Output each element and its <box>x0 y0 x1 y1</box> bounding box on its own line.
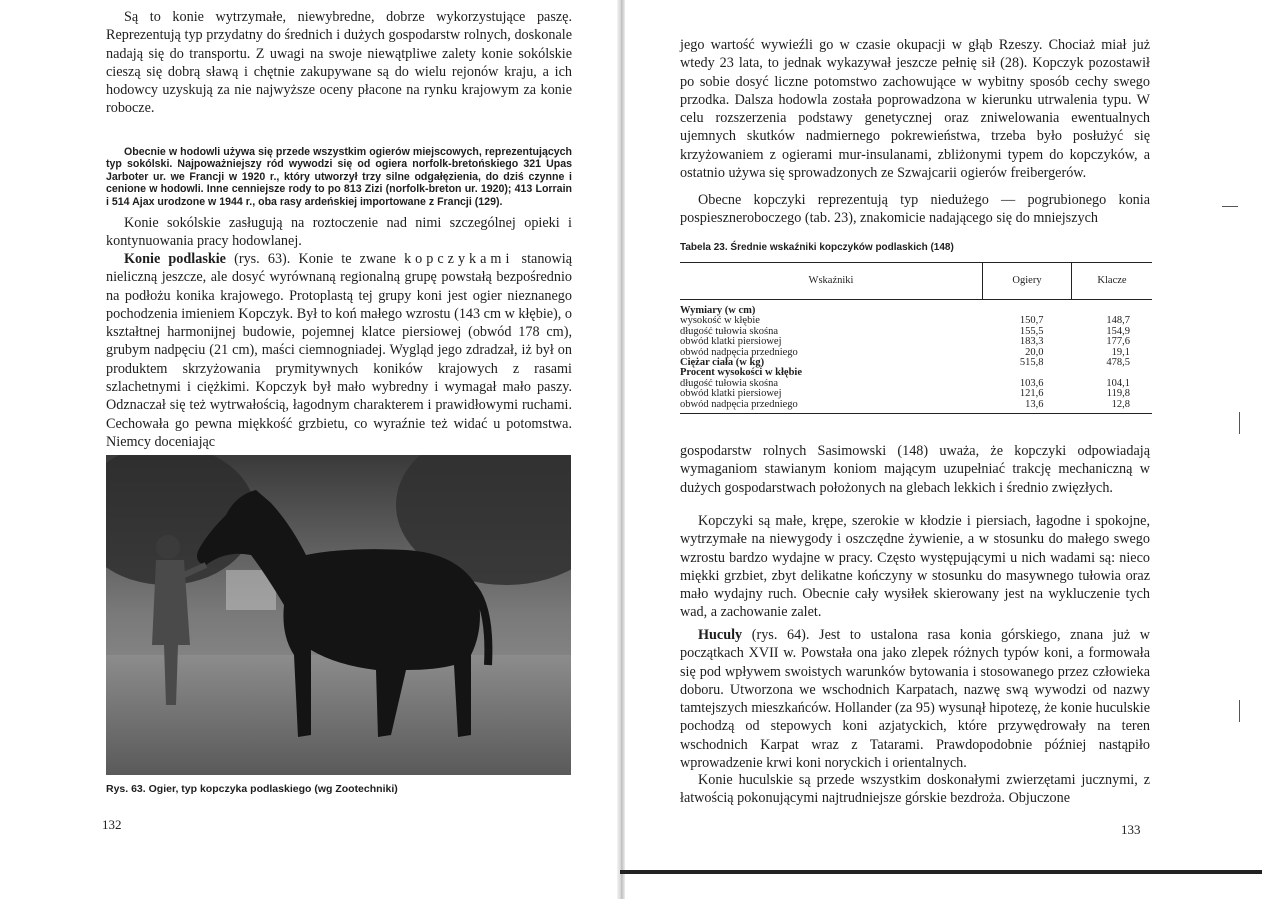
value-klacze: 104,1 <box>1106 377 1130 389</box>
paragraph-text: jego wartość wywieźli go w czasie okupacji w głąb Rzeszy. Chociaż miał już wtedy 23 lata, to jednak wykazywał jeszcze pełnię sił (28). Kopczyk pozostawił po sobie dosyć liczne potomstwo zachowujące w wybitny sposób cechy swego przodka. Dalsza hodowla została poprowadzona w kierunku utrwalenia typu. W celu rozszerzenia podstawy genetycznej oraz zniwelowania ewentualnych ujemnych skutków nadmiernego pokrewieństwa, trzeba było posłużyć się krzyżowaniem z ogierami mur-insulanami, zbliżonymi typem do kopczyków, a ostatnio używa się sprowadzonych ze Szwajcarii ogierów freibergerów. <box>680 37 1150 182</box>
text-fragment: (rys. 63). Konie te zwane <box>225 251 405 267</box>
table-row <box>680 300 1152 317</box>
column-header: Klacze <box>1072 263 1153 300</box>
paragraph-text: Kopczyki są małe, krępe, szerokie w kłodzie i piersiach, łagodne i spokojne, wytrzymałe na niewygody i oszczędne żywienie, a w stosunku do małego swego wzrostu bardzo wydajne w pracy. Często występującymi u nich wadami są: nieco miękki grzbiet, zbyt delikatne kończyny w stosunku do masywnego tułowia oraz mało wydajny ruch. Obecnie cały wysiłek skierowany jest na wykluczenie tych wad, a zachowanie zalet. <box>680 513 1150 621</box>
figure-caption: Rys. 63. Ogier, typ kopczyka podlaskiego (wg Zootechniki) <box>106 783 398 795</box>
value-klacze: 19,1 <box>1111 346 1130 358</box>
value-ogiery: 20,0 <box>1025 346 1044 358</box>
value-klacze: 177,6 <box>1106 336 1130 348</box>
small-note <box>106 146 572 208</box>
row-label: długość tułowia skośna <box>680 377 778 389</box>
row-label: obwód nadpęcia przedniego <box>680 400 983 414</box>
value-klacze: 12,8 <box>1072 400 1153 414</box>
right-paragraph-3 <box>680 442 1150 497</box>
value-ogiery: 13,6 <box>983 400 1072 414</box>
spaced-term: kopczykami <box>404 251 514 267</box>
row-label: wysokość w kłębie <box>680 315 760 327</box>
value-klacze: 119,8 <box>1106 388 1130 400</box>
paragraph-text: gospodarstw rolnych Sasimowski (148) uważa, że kopczyki odpowiadają wymaganiom stawianym koniom mającym uzupełniać trakcję mechaniczną w dużych gospodarstwach położonych na glebach lekkich i średnio zwięzłych. <box>680 443 1150 496</box>
paragraph-text: Obecne kopczyki reprezentują typ niedużego — pogrubionego konia pospieszneroboczego (tab. 23), znakomicie nadającego się do mniejszych <box>680 192 1150 227</box>
paragraph-1 <box>106 8 572 118</box>
small-note-text: Obecnie w hodowli używa się przede wszystkim ogierów miejscowych, reprezentujących typ sokólski. Najpoważniejszy ród wywodzi się od ogiera norfolk-bretońskiego 321 Upas Jarboter ur. we Francji w 1920 r., który utworzył trzy silne odgałęzienia, do dziś czynne i cenione w hodowli. Inne cenniejsze rody to po 813 Zizi (norfolk-breton ur. 1920); 413 Lorrain i 514 Ajax urodzone w 1944 r., oba rasy ardeńskiej importowane z Francji (129). <box>106 146 572 208</box>
row-label: Ciężar ciała (w kg) <box>680 357 765 369</box>
row-label: obwód nadpęcia przedniego <box>680 346 798 358</box>
table-title: Tabela 23. Średnie wskaźniki kopczyków podlaskich (148) <box>680 242 954 253</box>
margin-mark <box>1239 700 1240 722</box>
value-ogiery: 103,6 <box>1019 377 1044 389</box>
row-label: obwód klatki piersiowej <box>680 388 782 400</box>
paragraph-text <box>680 626 1150 772</box>
paragraph-text: Konie sokólskie zasługują na roztoczenie nad nimi szczególnej opieki i kontynuowania pracy hodowlanej. <box>106 215 572 250</box>
page-number: 132 <box>102 817 122 832</box>
value-klacze: 148,7 <box>1106 315 1130 327</box>
value-ogiery: 155,5 <box>1019 325 1044 337</box>
row-label: długość tułowia skośna <box>680 325 778 337</box>
text-fragment: (rys. 64). Jest to ustalona rasa konia górskiego, znana już w początkach XVII w. Powstała ona jako zlepek różnych typów koni, a formowała się pod wpływem swoistych warunków bytowania i stosowanego przez człowieka doboru. Utworzona we wschodnich Karpatach, nazwę swą wywodzi od nazwy tamtejszych mieszkańców. Hollander (za 95) wysunął hipotezę, że konie huculskie pochodzą od stepowych koni azjatyckich, które przywędrowały na teren wschodnich Karpat wraz z Tatarami. Prawdopodobnie później nastąpiło wprowadzenie krwi koni noryckich i orientalnych. <box>680 627 1150 772</box>
margin-mark <box>1239 412 1240 434</box>
table-row <box>680 400 1152 414</box>
column-header: Wskaźniki <box>680 263 983 300</box>
right-paragraph-4 <box>680 512 1150 622</box>
data-table <box>680 262 1152 414</box>
horse-photo <box>106 455 571 775</box>
value-ogiery: 183,3 <box>1019 336 1044 348</box>
right-paragraph-1 <box>680 36 1150 182</box>
right-paragraph-5 <box>680 626 1150 772</box>
section-heading-podlaskie: Konie podlaskie <box>124 251 226 267</box>
value-ogiery <box>983 300 1072 317</box>
value-ogiery: 150,7 <box>1019 315 1044 327</box>
page-bottom-line <box>620 870 1262 874</box>
paragraph-text: Są to konie wytrzymałe, niewybredne, dobrze wykorzystujące paszę. Reprezentują typ przydatny do średnich i dużych gospodarstw rolnych, doskonale nadają się do transportu. Z uwagi na swoje niewątpliwe zalety konie sokólskie cieszą się dobrą sławą i chętnie zakupywane są do wielu rejonów kraju, a ich hodowcy uzyskują za nie najwyższe oceny płacone na rynku krajowym za konie robocze. <box>106 9 572 117</box>
right-paragraph-6 <box>680 771 1150 808</box>
right-paragraph-2 <box>680 191 1150 228</box>
margin-mark <box>1222 206 1238 207</box>
paragraph-3 <box>106 250 572 451</box>
row-label: obwód klatki piersiowej <box>680 336 782 348</box>
row-label: Wymiary (w cm) <box>680 305 756 316</box>
value-ogiery: 515,8 <box>1019 357 1044 369</box>
table-header-row <box>680 263 1152 300</box>
column-header: Ogiery <box>983 263 1072 300</box>
text-fragment: stanowią nieliczną jeszcze, ale dosyć wyrównaną regionalną grupę powstałą bezpośrednio na podłożu konika krajowego. Protoplastą tej grupy koni jest ogier nieznanego pochodzenia imieniem Kopczyk. Był to koń małego wzrostu (143 cm w kłębie), o kształtnej harmonijnej budowie, pojemnej klatce piersiowej (obwód 178 cm), grubym nadpęciu (21 cm), maści ciemnogniadej. Wygląd jego zdradzał, iż był on produktem skrzyżowania prymitywnych koników krajowych z rasami szlachetnymi i ciężkimi. Kopczyk był mało wybredny i wymagał mało paszy. Odznaczał się też wytrwałością, łagodnym charakterem i prawidłowymi ruchami. Cechowała go pewna miękkość grzbietu, co wyraźnie też widać u potomstwa. Niemcy doceniając <box>106 251 572 450</box>
book-gutter <box>617 0 625 899</box>
value-klacze <box>1072 300 1153 317</box>
value-klacze: 154,9 <box>1106 325 1130 337</box>
section-heading-huculy: Huculy <box>698 627 743 643</box>
paragraph-2 <box>106 214 572 251</box>
paragraph-text: Konie huculskie są przede wszystkim doskonałymi zwierzętami jucznymi, z łatwością pokonującymi najtrudniejsze górskie bezdroża. Objuczone <box>680 772 1150 807</box>
value-ogiery: 121,6 <box>1019 388 1044 400</box>
horse-photo-illustration <box>106 455 571 775</box>
row-label: Procent wysokości w kłębie <box>680 367 803 379</box>
page-number: 133 <box>1121 822 1141 837</box>
paragraph-text <box>106 250 572 451</box>
value-klacze: 478,5 <box>1106 357 1130 369</box>
left-page <box>0 0 618 899</box>
